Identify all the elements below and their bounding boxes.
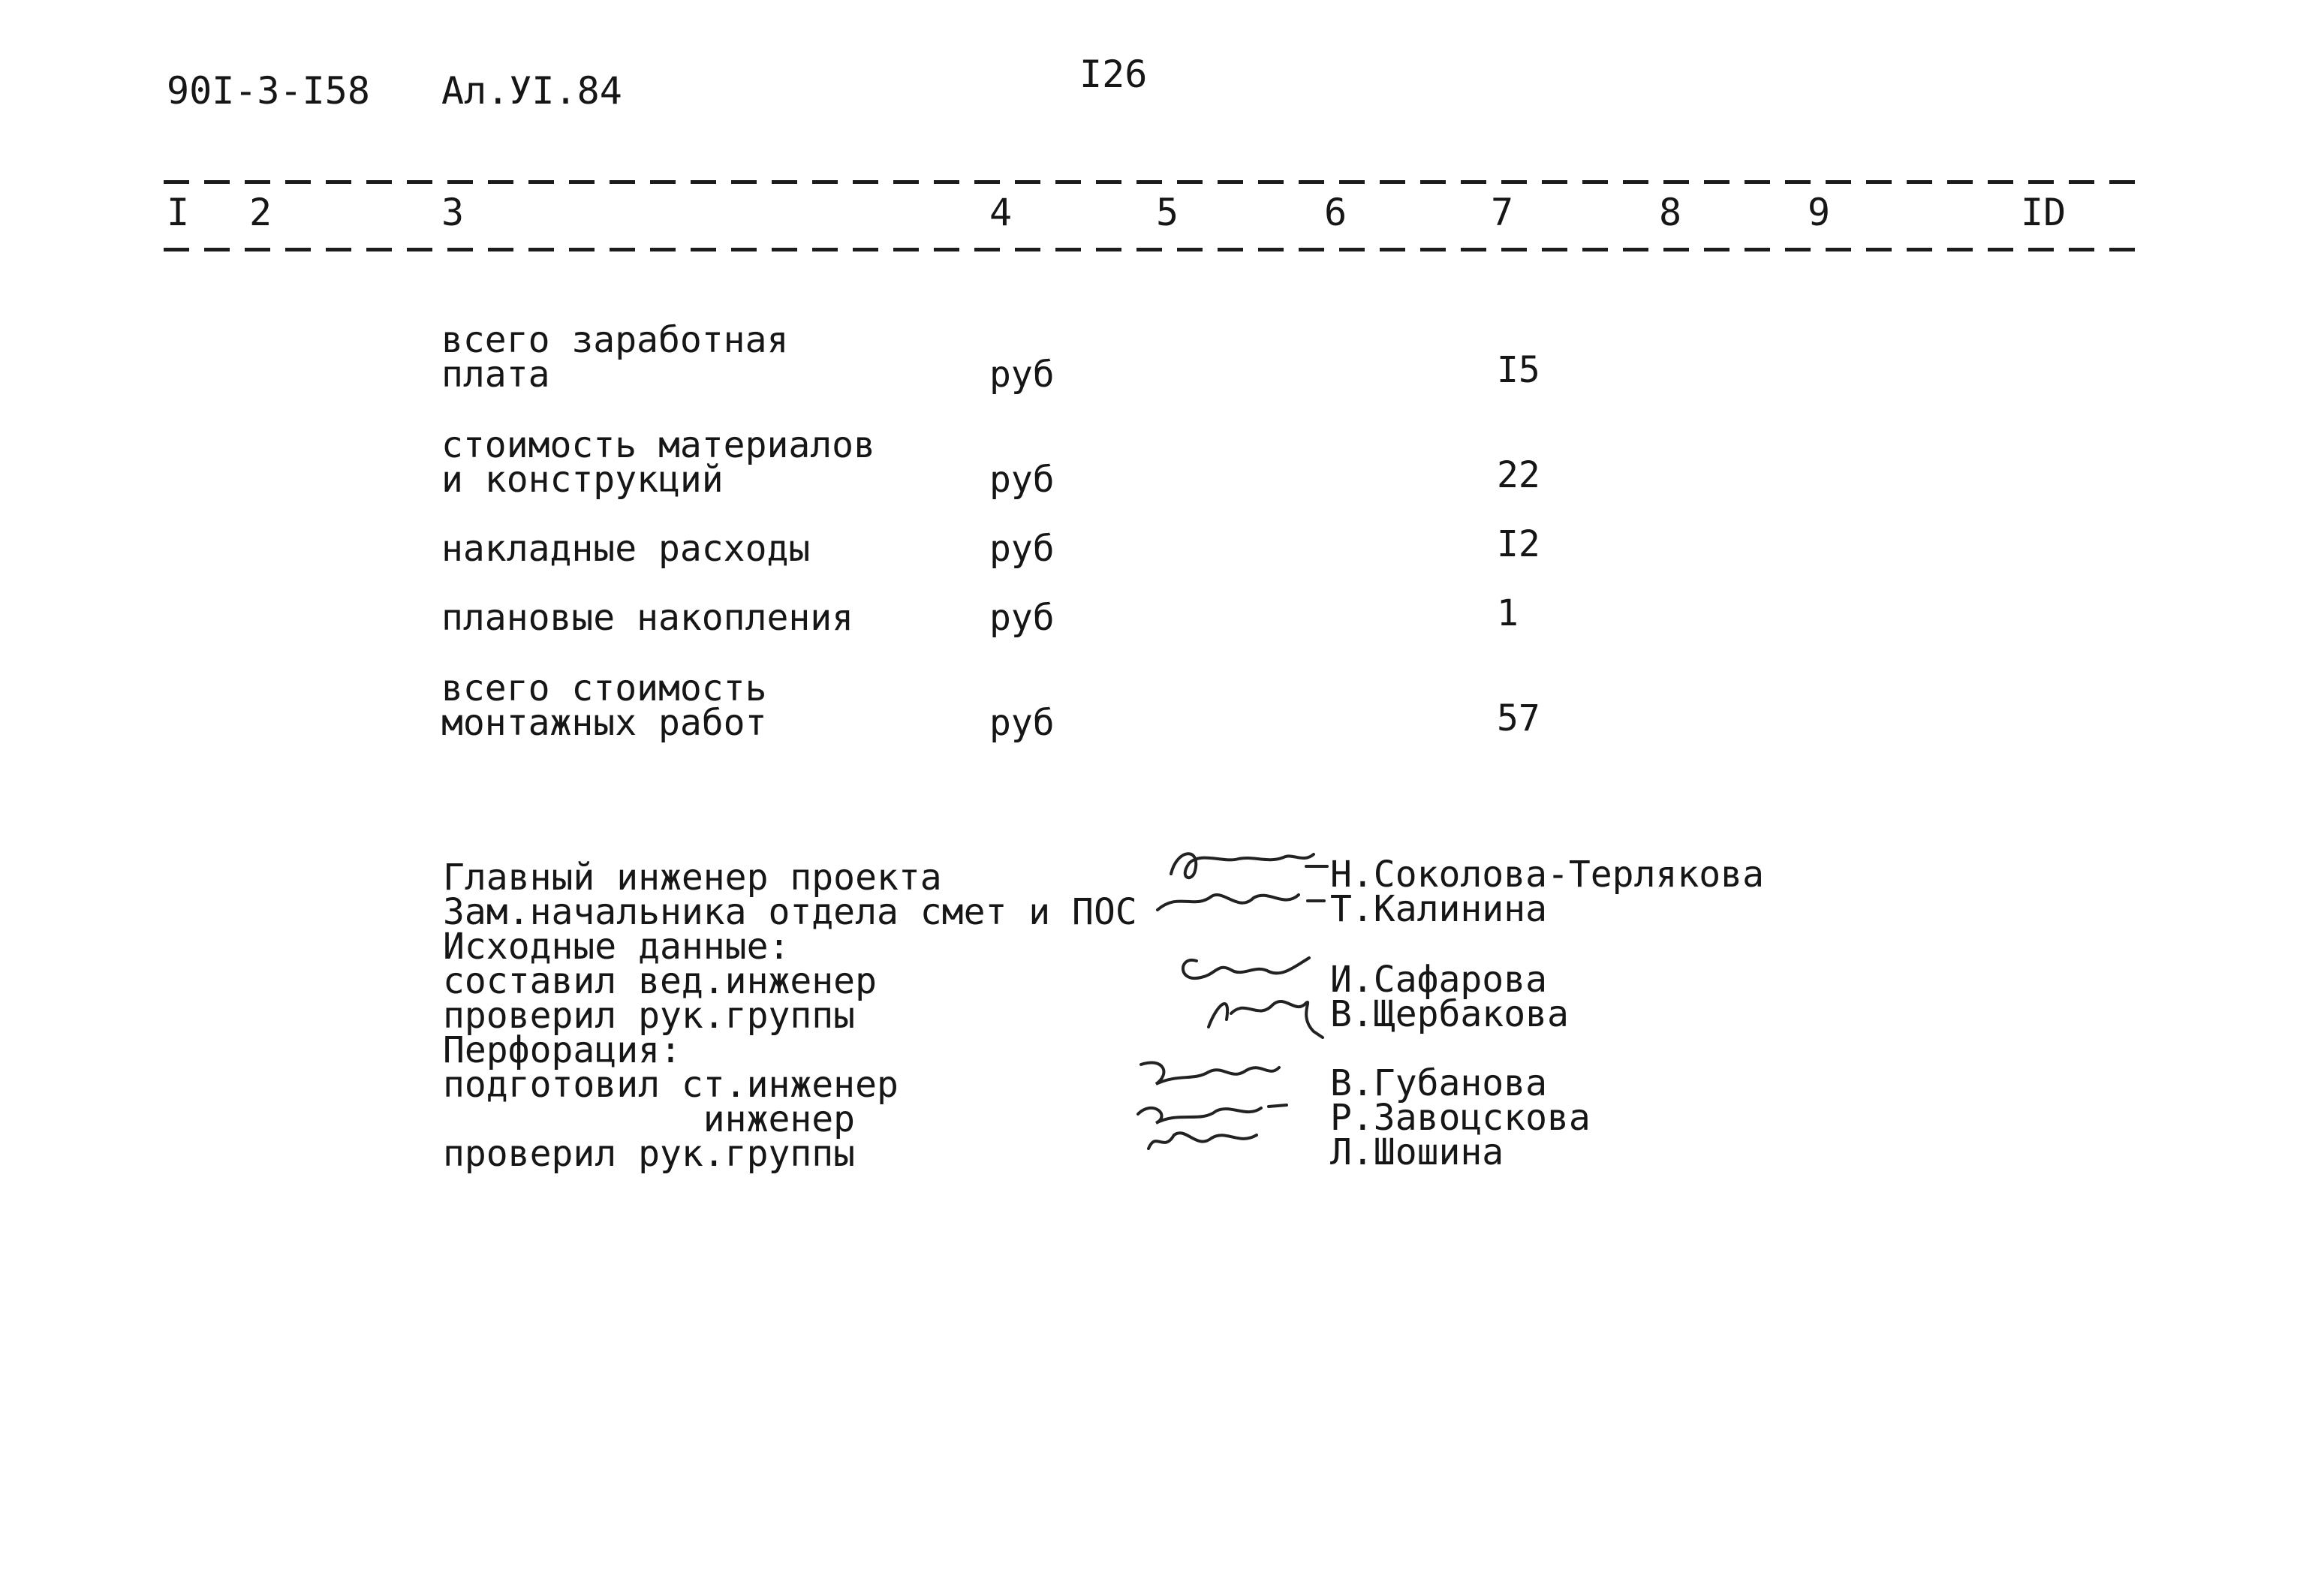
approval-role: проверил рук.группы	[443, 995, 856, 1037]
cost-unit: руб	[989, 459, 1055, 501]
column-header-4: 4	[989, 191, 1013, 234]
approval-name: В.Губанова	[1330, 1062, 1547, 1104]
cost-value: I5	[1497, 349, 1540, 391]
column-header-10: ID	[2021, 191, 2067, 234]
column-header-7: 7	[1491, 191, 1514, 234]
approval-role: Главный инженер проекта	[443, 857, 942, 899]
cost-label-line1: стоимость материалов	[441, 424, 875, 466]
approval-name: В.Щербакова	[1330, 993, 1569, 1035]
page-number: I26	[1079, 53, 1148, 96]
approval-role: инженер	[443, 1098, 856, 1140]
cost-label-line1: плановые накопления	[441, 597, 854, 639]
approval-role: Исходные данные:	[443, 926, 790, 968]
cost-value: I2	[1497, 523, 1540, 565]
cost-value: 1	[1497, 592, 1519, 634]
column-header-8: 8	[1659, 191, 1682, 234]
column-header-1: I	[167, 191, 190, 234]
approval-name: Т.Калинина	[1330, 888, 1547, 930]
cost-value: 22	[1497, 454, 1540, 496]
approval-name: Л.Шошина	[1330, 1131, 1504, 1173]
cost-unit: руб	[989, 702, 1055, 744]
approval-role: Перфорация:	[443, 1029, 682, 1071]
cost-unit: руб	[989, 597, 1055, 639]
cost-label-line1: всего стоимость	[441, 667, 767, 709]
approval-role: Зам.начальника отдела смет и ПОС	[443, 891, 1137, 933]
cost-value: 57	[1497, 697, 1540, 739]
cost-unit: руб	[989, 528, 1055, 570]
signature-2	[1148, 880, 1329, 922]
cost-label-line1: накладные расходы	[441, 528, 811, 570]
table-header-rule	[164, 248, 2138, 251]
column-header-6: 6	[1324, 191, 1347, 234]
approval-role: составил вед.инженер	[443, 960, 877, 1002]
approval-role: проверил рук.группы	[443, 1133, 856, 1175]
signature-4	[1186, 983, 1336, 1043]
cost-label-line2: и конструкций	[441, 459, 724, 501]
signature-5	[1118, 1051, 1299, 1156]
column-header-2: 2	[249, 191, 272, 234]
cost-label-line2: плата	[441, 354, 550, 396]
column-header-9: 9	[1808, 191, 1831, 234]
table-top-rule	[164, 180, 2138, 184]
album-code: Ал.УI.84	[441, 69, 622, 113]
approval-role: подготовил ст.инженер	[443, 1064, 899, 1106]
doc-code: 90I-3-I58	[167, 69, 370, 113]
cost-unit: руб	[989, 354, 1055, 396]
column-header-3: 3	[441, 191, 465, 234]
approval-name: И.Сафарова	[1330, 959, 1547, 1001]
approval-name: Р.Завоцскова	[1330, 1097, 1591, 1139]
cost-label-line2: монтажных работ	[441, 702, 767, 744]
approval-name: Н.Соколова-Терлякова	[1330, 854, 1764, 896]
column-header-5: 5	[1156, 191, 1179, 234]
cost-label-line1: всего заработная	[441, 319, 789, 361]
